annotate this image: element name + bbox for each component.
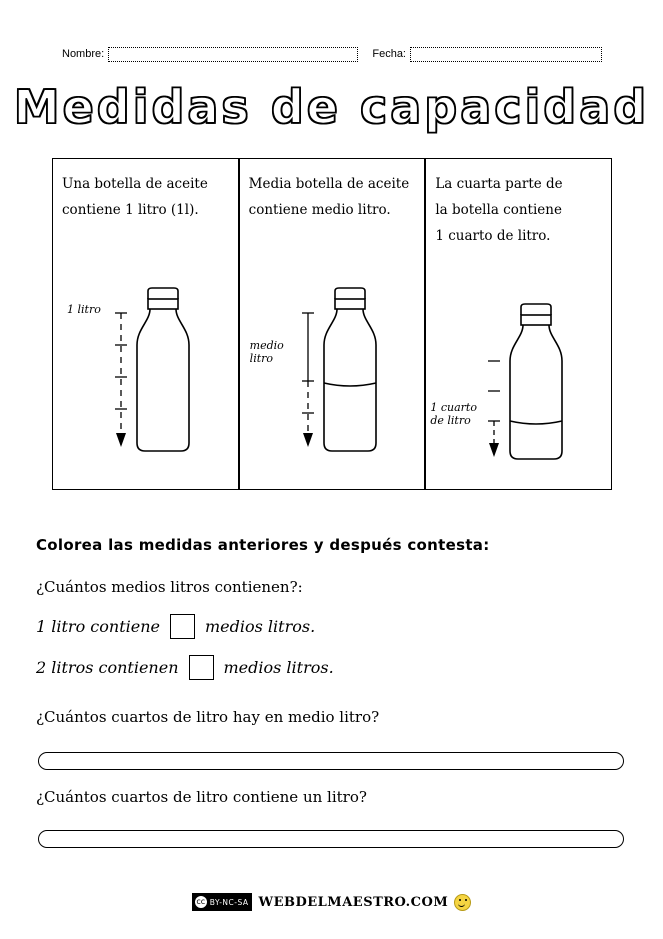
answer-bar-question-three[interactable] [38,830,624,848]
panel-one-liter-illustration [53,277,238,491]
date-input[interactable] [410,47,602,62]
footer [0,893,663,911]
cc-icon: cc [196,897,206,906]
panel-one-liter-text [62,171,231,223]
panel-half-liter-line2: contiene medio litro. [248,202,391,218]
smiley-icon [454,894,471,911]
question-one: ¿Cuántos medios litros contienen?: [36,578,303,596]
panel-quarter-liter-text [435,171,604,249]
instruction-text: Colorea las medidas anteriores y después contesta: [36,536,490,554]
bottle-label-quarter-liter-line1: 1 cuarto [430,401,477,414]
arrow-head [303,433,313,447]
answer-row-two-suffix: medios litros. [223,658,334,677]
panel-half-liter [239,158,426,490]
answer-row-one-prefix: 1 litro contiene [36,617,160,636]
cc-license-text: BY-NC-SA [209,897,249,907]
bottle-label-half-liter [250,339,284,365]
bottle-label-half-liter-line2: litro [249,352,274,365]
creative-commons-badge [192,893,253,911]
header-fields [62,44,602,64]
bottle-label-one-liter: 1 litro [67,303,101,316]
answer-row-two-liters [36,655,334,680]
panel-one-liter [52,158,239,490]
panel-quarter-liter [425,158,612,490]
name-label: Nombre: [62,48,105,60]
page-title: Medidas de capacidad [13,80,650,134]
panel-quarter-liter-line2: la botella contiene [435,202,562,218]
date-label: Fecha: [372,48,406,60]
bottle-diagram-half-liter [240,277,428,491]
name-input[interactable] [108,47,358,62]
answer-row-one-liter [36,614,315,639]
bottle-label-quarter-liter-line2: de litro [430,414,471,427]
panel-one-liter-line1: Una botella de aceite [62,176,208,192]
answer-bar-question-two[interactable] [38,752,624,770]
arrow-head [489,443,499,457]
panel-quarter-liter-line1: La cuarta parte de [435,176,563,192]
answer-row-two-prefix: 2 litros contienen [36,658,179,677]
question-three: ¿Cuántos cuartos de litro contiene un litro? [36,788,367,806]
answer-row-one-suffix: medios litros. [204,617,316,636]
panel-quarter-liter-line3: 1 cuarto de litro. [435,228,551,244]
panel-quarter-liter-illustration [426,299,611,491]
panel-one-liter-line2: contiene 1 litro (1l). [62,202,199,218]
question-two: ¿Cuántos cuartos de litro hay en medio litro? [36,708,380,726]
arrow-head [116,433,126,447]
answer-box-two-liters[interactable] [189,655,214,680]
panel-half-liter-text [249,171,418,223]
site-name: WEBDELMAESTRO.COM [258,894,449,910]
panel-half-liter-illustration [240,277,425,491]
bottle-diagram-quarter-liter [426,299,614,491]
panels-container [52,158,612,490]
bottle-label-quarter-liter [430,401,477,427]
panel-half-liter-line1: Media botella de aceite [248,176,410,192]
answer-box-one-liter[interactable] [170,614,195,639]
bottle-label-half-liter-line1: medio [249,339,284,352]
